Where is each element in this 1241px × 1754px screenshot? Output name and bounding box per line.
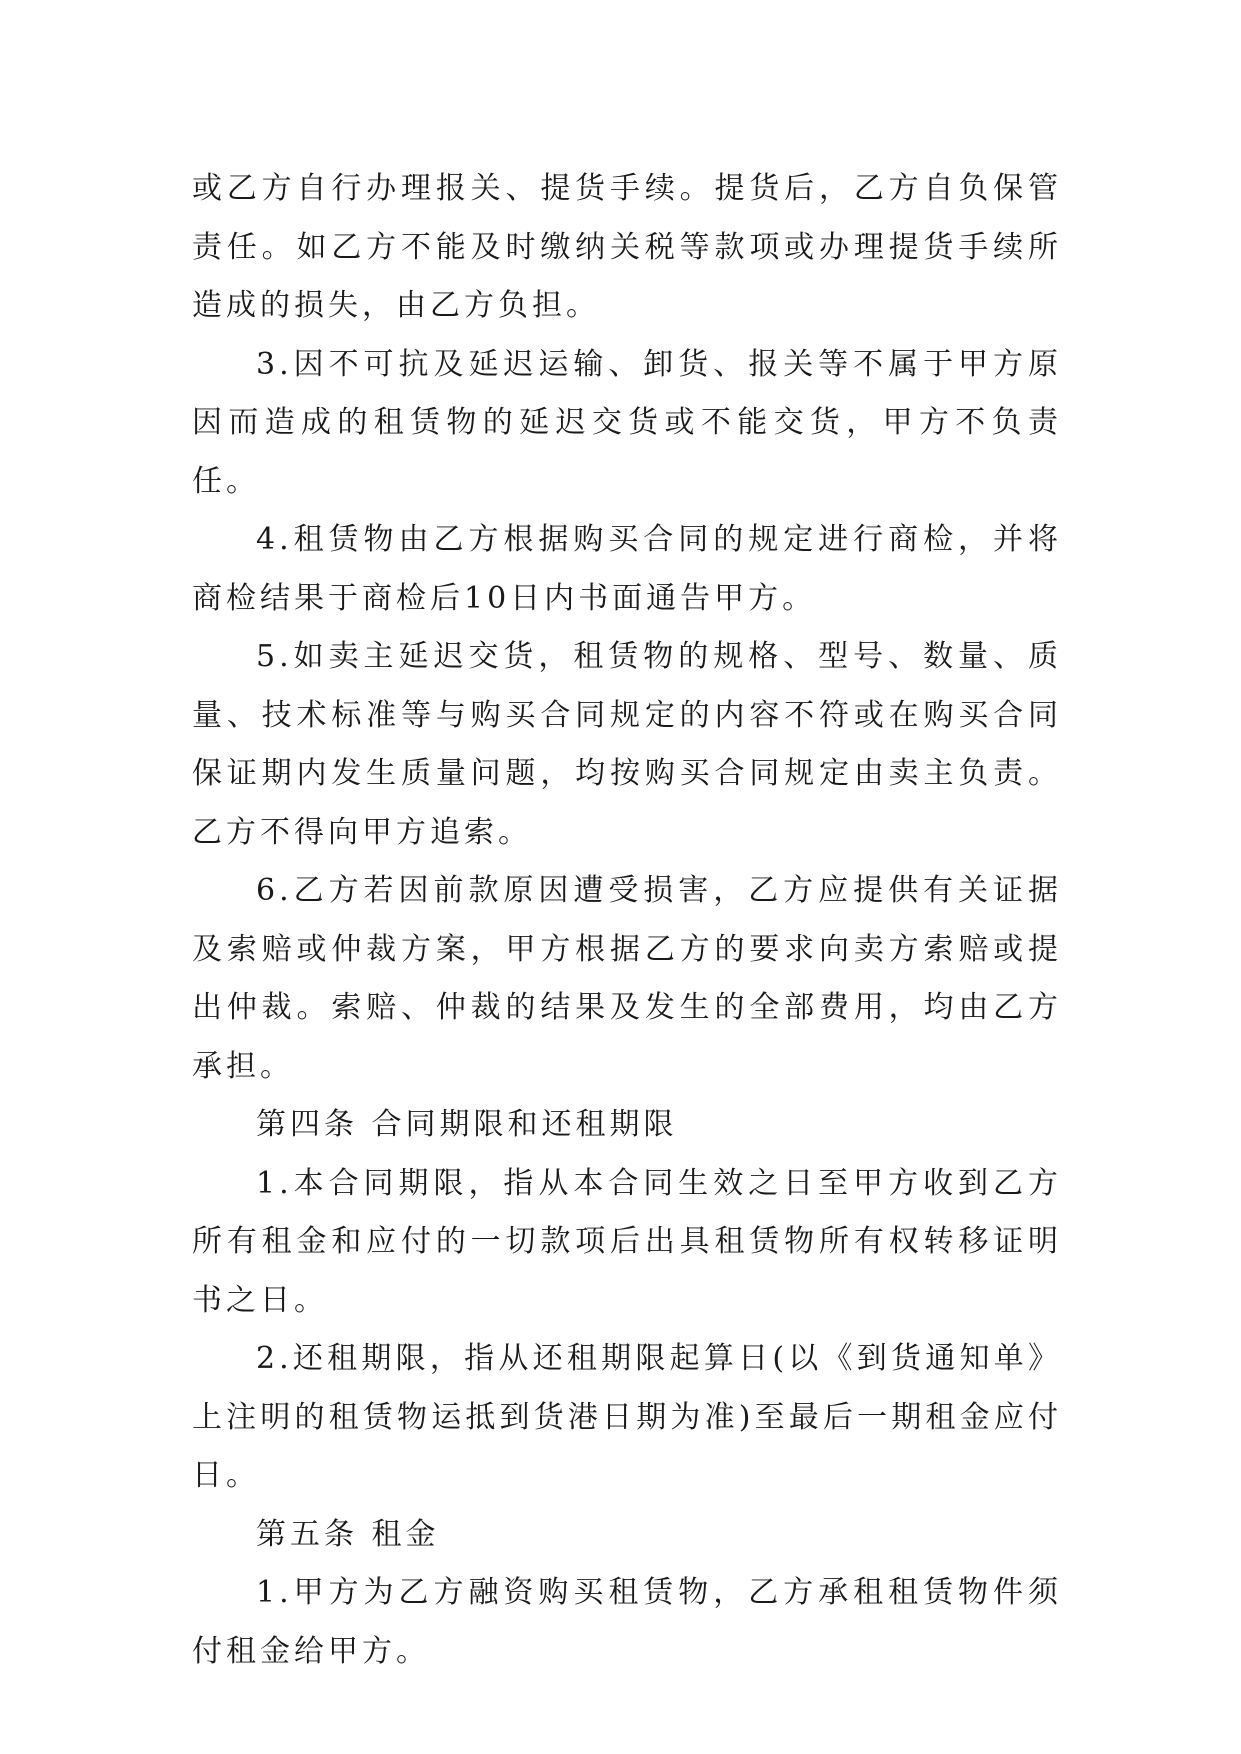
article-5-heading: 第五条 租金 bbox=[256, 1516, 440, 1552]
article-4-heading: 第四条 合同期限和还租期限 bbox=[256, 1107, 678, 1142]
paragraph-7: 2.还租期限，指从还租期限起算日(以《到货通知单》上注明的租赁物运抵到货港日期为准)至最后一期租金应付日。 bbox=[192, 1341, 1062, 1493]
paragraph-3: 4.租赁物由乙方根据购买合同的规定进行商检，并将商检结果于商检后10日内书面通告甲方。 bbox=[192, 522, 1062, 616]
paragraph-2: 3.因不可抗及延迟运输、卸货、报关等不属于甲方原因而造成的租赁物的延迟交货或不能交货，甲方不负责任。 bbox=[192, 346, 1062, 499]
paragraph-6: 1.本合同期限，指从本合同生效之日至甲方收到乙方所有租金和应付的一切款项后出具租赁物所有权转移证明书之日。 bbox=[192, 1165, 1062, 1318]
paragraph-5: 6.乙方若因前款原因遭受损害，乙方应提供有关证据及索赔或仲裁方案，甲方根据乙方的要求向卖方索赔或提出仲裁。索赔、仲裁的结果及发生的全部费用，均由乙方承担。 bbox=[192, 873, 1062, 1084]
document-body bbox=[192, 160, 1062, 1681]
paragraph-1: 或乙方自行办理报关、提货手续。提货后，乙方自负保管责任。如乙方不能及时缴纳关税等款项或办理提货手续所造成的损失，由乙方负担。 bbox=[192, 171, 1062, 323]
paragraph-4: 5.如卖主延迟交货，租赁物的规格、型号、数量、质量、技术标准等与购买合同规定的内容不符或在购买合同保证期内发生质量问题，均按购买合同规定由卖主负责。乙方不得向甲方追索。 bbox=[192, 639, 1062, 850]
paragraph-8: 1.甲方为乙方融资购买租赁物，乙方承租租赁物件须付租金给甲方。 bbox=[192, 1575, 1062, 1669]
